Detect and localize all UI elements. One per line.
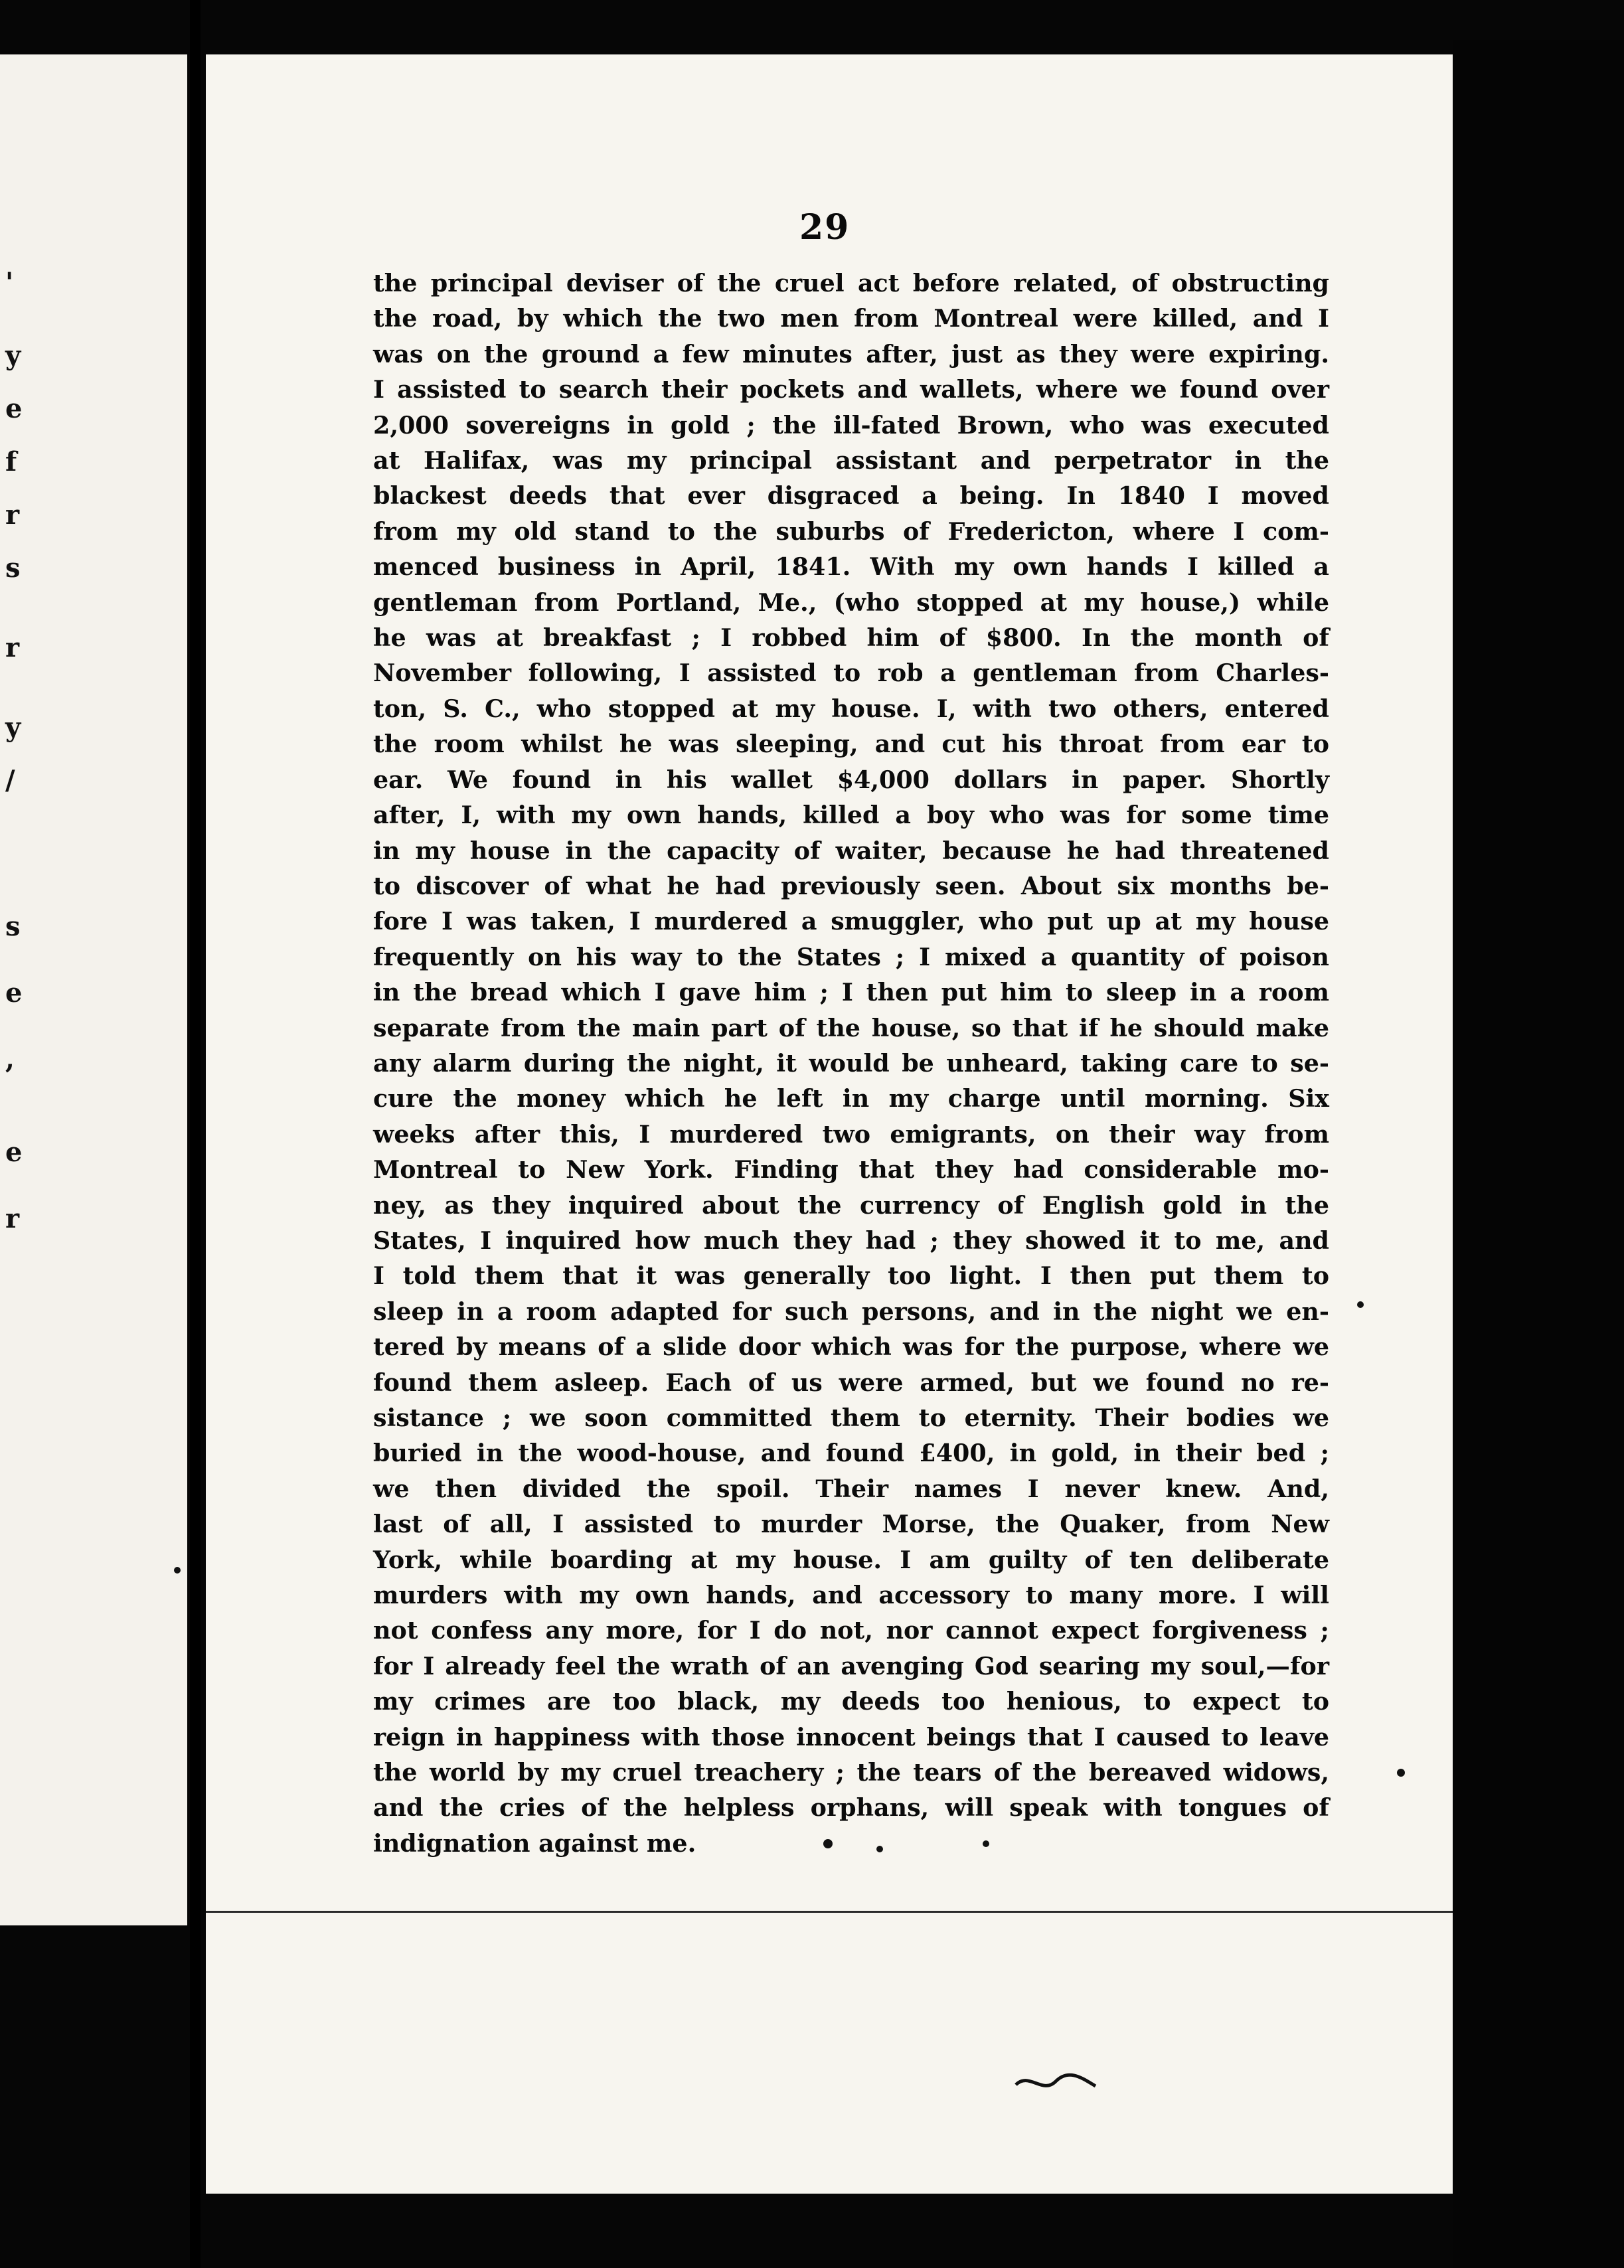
text-line: separate from the main part of the house, so that if he should make xyxy=(373,1013,1329,1042)
bleed-through-mark: y xyxy=(5,340,21,371)
bleed-through-mark: y xyxy=(5,712,21,743)
text-line: ton, S. C., who stopped at my house. I, with two others, entered xyxy=(373,694,1329,723)
bleed-through-mark: / xyxy=(5,765,15,796)
text-line: murders with my own hands, and accessory to many more. I will xyxy=(373,1581,1329,1610)
text-line: States, I inquired how much they had ; they showed it to me, and xyxy=(373,1226,1329,1255)
text-line: cure the money which he left in my charge until morning. Six xyxy=(373,1084,1329,1113)
text-line: after, I, with my own hands, killed a boy who was for some time xyxy=(373,801,1329,830)
bleed-through-mark: ' xyxy=(5,267,14,298)
text-line: gentleman from Portland, Me., (who stopped at my house,) while xyxy=(373,588,1329,617)
text-line: any alarm during the night, it would be unheard, taking care to se- xyxy=(373,1048,1329,1078)
scan-border xyxy=(1453,40,1624,2268)
ink-speck xyxy=(983,1840,989,1847)
bottom-rule xyxy=(206,1911,1453,1913)
text-line: indignation against me. xyxy=(373,1828,696,1858)
text-line: the world by my cruel treachery ; the tears of the bereaved widows, xyxy=(373,1758,1329,1787)
ink-speck xyxy=(174,1567,181,1574)
pen-mark xyxy=(1009,2058,1102,2105)
text-line: we then divided the spoil. Their names I never knew. And, xyxy=(373,1474,1329,1503)
bleed-through-mark: r xyxy=(5,499,20,530)
text-line: Montreal to New York. Finding that they had considerable mo- xyxy=(373,1155,1329,1184)
text-line: I told them that it was generally too light. I then put them to xyxy=(373,1261,1329,1291)
text-line: November following, I assisted to rob a gentleman from Charles- xyxy=(373,659,1329,688)
text-line: York, while boarding at my house. I am guilty of ten deliberate xyxy=(373,1545,1329,1574)
bleed-through-mark: s xyxy=(5,911,21,942)
gutter-rule xyxy=(190,0,201,2268)
text-line: blackest deeds that ever disgraced a being. In 1840 I moved xyxy=(373,481,1329,511)
page-number: 29 xyxy=(799,207,851,248)
text-line: last of all, I assisted to murder Morse, the Quaker, from New xyxy=(373,1510,1329,1539)
text-line: to discover of what he had previously seen. About six months be- xyxy=(373,871,1329,900)
bleed-through-mark: , xyxy=(5,1044,15,1075)
text-line: from my old stand to the suburbs of Fredericton, where I com- xyxy=(373,517,1329,546)
text-line: I assisted to search their pockets and wallets, where we found over xyxy=(373,375,1329,404)
text-line: the principal deviser of the cruel act before related, of obstructing xyxy=(373,269,1329,297)
bleed-through-mark: e xyxy=(5,393,23,424)
bleed-through-mark: r xyxy=(5,1203,20,1234)
text-line: buried in the wood-house, and found £400, in gold, in their bed ; xyxy=(373,1439,1329,1468)
text-line: in the bread which I gave him ; I then put him to sleep in a room xyxy=(373,978,1329,1007)
text-line: my crimes are too black, my deeds too henious, to expect to xyxy=(373,1687,1329,1716)
ink-speck xyxy=(876,1846,883,1852)
text-line: for I already feel the wrath of an avenging God searing my soul,—for xyxy=(373,1651,1329,1680)
bleed-through-mark: e xyxy=(5,1137,23,1168)
text-line: not confess any more, for I do not, nor cannot expect forgiveness ; xyxy=(373,1616,1329,1645)
text-line: was on the ground a few minutes after, just as they were expiring. xyxy=(373,339,1329,368)
text-line: 2,000 sovereigns in gold ; the ill-fated Brown, who was executed xyxy=(373,410,1329,440)
text-line: sistance ; we soon committed them to eternity. Their bodies we xyxy=(373,1404,1329,1432)
text-line: ear. We found in his wallet $4,000 dollars in paper. Shortly xyxy=(373,765,1329,794)
text-line: reign in happiness with those innocent beings that I caused to leave xyxy=(373,1722,1329,1751)
bleed-through-mark: e xyxy=(5,977,23,1009)
bleed-through-mark: s xyxy=(5,552,21,584)
text-line: weeks after this, I murdered two emigrants, on their way from xyxy=(373,1119,1329,1149)
text-line: tered by means of a slide door which was for the purpose, where we xyxy=(373,1333,1329,1362)
text-line: ney, as they inquired about the currency of English gold in the xyxy=(373,1190,1329,1220)
adjacent-page-fragment xyxy=(0,54,187,1925)
text-line: frequently on his way to the States ; I mixed a quantity of poison xyxy=(373,942,1329,971)
ink-speck xyxy=(1357,1301,1364,1308)
text-line: menced business in April, 1841. With my own hands I killed a xyxy=(373,552,1329,582)
text-line: he was at breakfast ; I robbed him of $800. In the month of xyxy=(373,623,1329,653)
text-line: and the cries of the helpless orphans, will speak with tongues of xyxy=(373,1793,1329,1822)
text-line: the road, by which the two men from Montreal were killed, and I xyxy=(373,304,1329,333)
body-text xyxy=(373,266,1329,1861)
bleed-through-mark: f xyxy=(5,446,17,477)
ink-speck xyxy=(1397,1769,1405,1777)
text-line: in my house in the capacity of waiter, because he had threatened xyxy=(373,836,1329,865)
text-line: at Halifax, was my principal assistant and perpetrator in the xyxy=(373,446,1329,475)
text-line: the room whilst he was sleeping, and cut his throat from ear to xyxy=(373,730,1329,759)
text-line: sleep in a room adapted for such persons, and in the night we en- xyxy=(373,1297,1329,1326)
text-line: fore I was taken, I murdered a smuggler, who put up at my house xyxy=(373,907,1329,936)
bleed-through-mark: r xyxy=(5,632,20,663)
text-line: found them asleep. Each of us were armed, but we found no re- xyxy=(373,1368,1329,1397)
ink-speck xyxy=(823,1839,833,1848)
